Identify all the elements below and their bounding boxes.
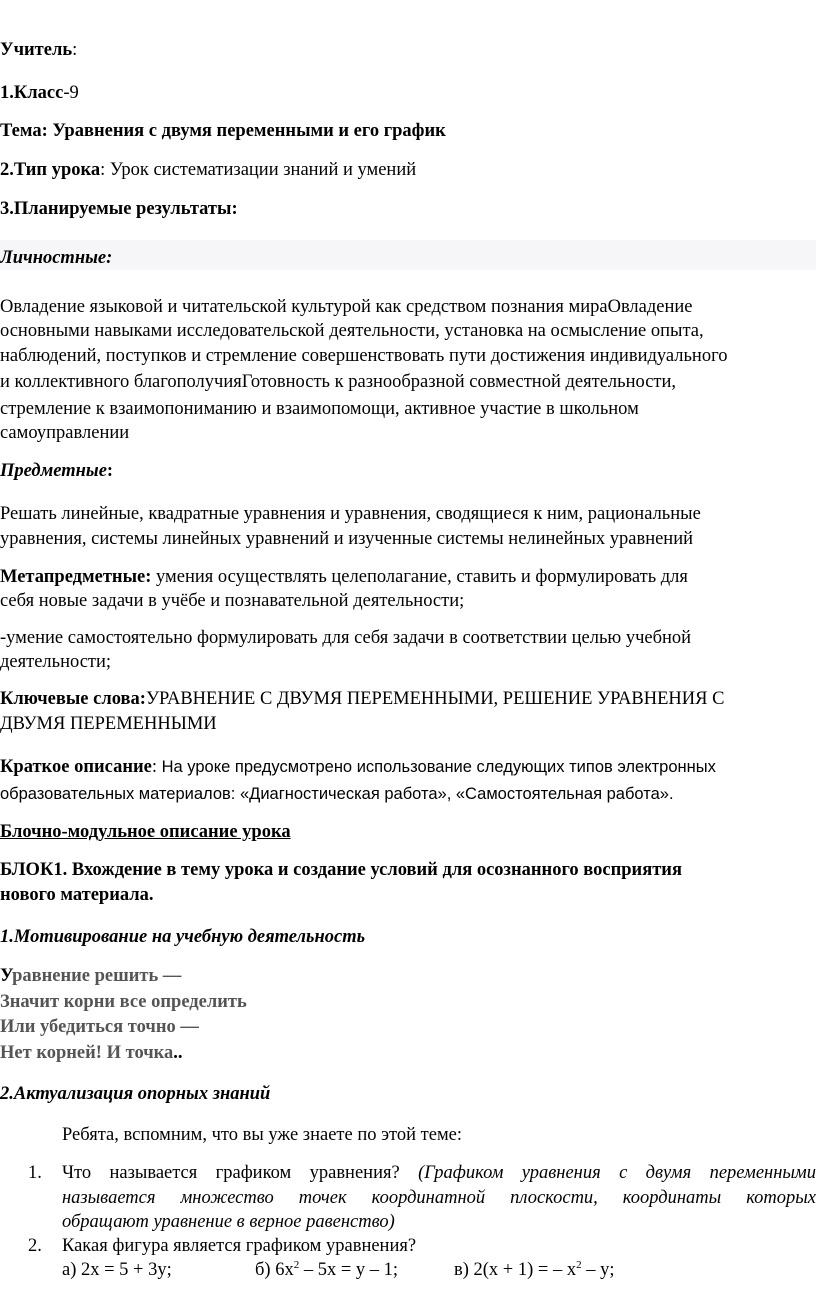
poem-line: Значит корни все определить bbox=[0, 992, 247, 1012]
personal-line: стремление к взаимопониманию и взаимопомощи, активное участие в школьном bbox=[0, 399, 639, 419]
lesson-type-line bbox=[0, 158, 416, 182]
equation-b-end: – 5x = y – 1; bbox=[299, 1260, 399, 1280]
poem-text: .. bbox=[173, 1043, 183, 1063]
actualization-heading: 2.Актуализация опорных знаний bbox=[0, 1084, 271, 1104]
personal-line: и коллективного благополучияГотовность к разнообразной совместной деятельности, bbox=[0, 372, 677, 392]
subject-colon: : bbox=[106, 461, 114, 481]
description-label: Краткое описание bbox=[0, 757, 152, 777]
poem-first-letter: У bbox=[0, 966, 13, 986]
description-colon: : bbox=[151, 757, 162, 777]
question-answer: (Графиком уравнения с двумя переменными bbox=[418, 1163, 816, 1183]
equation-c-end: – y; bbox=[581, 1260, 615, 1280]
lesson-type-value: : Урок систематизации знаний и умений bbox=[100, 160, 417, 180]
description-line bbox=[0, 755, 716, 779]
motivation-heading: 1.Мотивирование на учебную деятельность bbox=[0, 927, 366, 947]
question-text-line bbox=[62, 1161, 816, 1185]
question-answer: обращают уравнение в верное равенство) bbox=[62, 1212, 395, 1232]
teacher-suffix: : bbox=[72, 40, 78, 60]
equation-c-start: в) 2(x + 1) = – x bbox=[454, 1260, 577, 1280]
list-number: 2. bbox=[28, 1236, 42, 1256]
meta-heading: Метапредметные: bbox=[0, 567, 152, 587]
description-text: образовательных материалов: «Диагностическая работа», «Самостоятельная работа». bbox=[0, 785, 674, 803]
topic-heading: Тема: Уравнения с двумя переменными и его график bbox=[0, 121, 446, 141]
subject-line: уравнения, системы линейных уравнений и изученные системы нелинейных уравнений bbox=[0, 529, 694, 549]
meta-line bbox=[0, 565, 688, 589]
subject-line: Решать линейные, квадратные уравнения и уравнения, сводящиеся к ним, рациональные bbox=[0, 504, 701, 524]
poem-text: равнение решить — bbox=[12, 966, 182, 986]
personal-line: основными навыками исследовательской деятельности, установка на осмысление опыта, bbox=[0, 321, 704, 341]
question-answer: называется множество точек координатной плоскости, координаты которых bbox=[62, 1188, 816, 1208]
keywords-value: УРАВНЕНИЕ С ДВУМЯ ПЕРЕМЕННЫМИ, РЕШЕНИЕ УРАВНЕНИЯ С bbox=[145, 689, 725, 709]
keywords-label: Ключевые слова: bbox=[0, 689, 146, 709]
poem-text: Нет корней! И точка bbox=[0, 1043, 174, 1063]
block-heading: Блочно-модульное описание урока bbox=[0, 822, 291, 842]
results-heading: 3.Планируемые результаты: bbox=[0, 199, 238, 219]
class-value: -9 bbox=[63, 83, 79, 103]
highlight-band bbox=[0, 240, 816, 270]
personal-line: самоуправлении bbox=[0, 423, 130, 443]
keywords-line bbox=[0, 687, 724, 711]
equation-b-exponent: 2 bbox=[293, 1259, 300, 1271]
question-text: Какая фигура является графиком уравнения? bbox=[62, 1236, 417, 1256]
block1-title: нового материала. bbox=[0, 885, 154, 905]
teacher-label: Учитель bbox=[0, 40, 73, 60]
subject-heading: Предметные bbox=[0, 461, 107, 481]
keywords-value: ДВУМЯ ПЕРЕМЕННЫМИ bbox=[0, 714, 217, 734]
equation-a: а) 2x = 5 + 3y; bbox=[62, 1260, 172, 1280]
class-label: 1.Класс bbox=[0, 83, 64, 103]
poem-line bbox=[0, 964, 181, 988]
block1-title: БЛОК1. Вхождение в тему урока и создание условий для осознанного восприятия bbox=[0, 860, 682, 880]
class-line bbox=[0, 81, 79, 105]
question-text: Что называется графиком уравнения? bbox=[62, 1163, 419, 1183]
description-text: На уроке предусмотрено использование следующих типов электронных bbox=[161, 758, 716, 776]
meta-text: умения осуществлять целеполагание, ставить и формулировать для bbox=[151, 567, 688, 587]
equation-b-start: б) 6x bbox=[255, 1260, 294, 1280]
meta-text: себя новые задачи в учёбе и познавательной деятельности; bbox=[0, 591, 465, 611]
equation-c-exponent: 2 bbox=[576, 1259, 582, 1271]
meta-text: деятельности; bbox=[0, 652, 112, 672]
personal-line: наблюдений, поступков и стремление совершенствовать пути достижения индивидуального bbox=[0, 346, 728, 366]
lesson-type-label: 2.Тип урока bbox=[0, 160, 101, 180]
equation-b bbox=[255, 1258, 398, 1284]
teacher-line bbox=[0, 38, 77, 62]
poem-line bbox=[0, 1041, 183, 1065]
meta-text: -умение самостоятельно формулировать для себя задачи в соответствии целью учебной bbox=[0, 628, 692, 648]
personal-line: Овладение языковой и читательской культурой как средством познания мираОвладение bbox=[0, 297, 693, 317]
poem-line: Или убедиться точно — bbox=[0, 1017, 199, 1037]
equation-c bbox=[454, 1258, 614, 1284]
list-number: 1. bbox=[28, 1163, 42, 1183]
personal-heading: Личностные: bbox=[0, 248, 113, 268]
subject-heading-line bbox=[0, 459, 113, 483]
intro-text: Ребята, вспомним, что вы уже знаете по этой теме: bbox=[62, 1125, 463, 1145]
